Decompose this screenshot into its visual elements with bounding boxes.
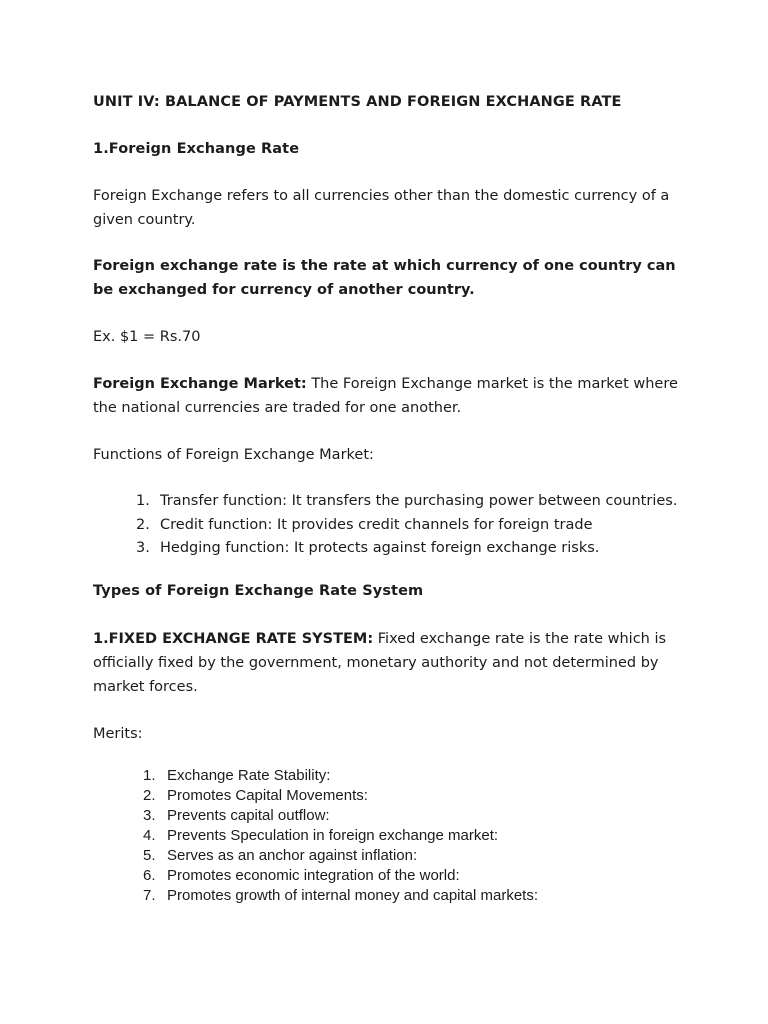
list-item-text: Credit function: It provides credit channels for foreign trade <box>160 516 593 533</box>
paragraph-rate-definition: Foreign exchange rate is the rate at which currency of one country can be exchanged for currency of another country. <box>93 258 676 298</box>
list-item-number: 6. <box>143 866 156 884</box>
list-item-text: Serves as an anchor against inflation: <box>167 846 418 864</box>
list-item-text: Promotes economic integration of the world: <box>167 866 460 884</box>
list-item-number: 1. <box>136 493 150 509</box>
list-item <box>93 886 683 906</box>
list-item-number: 5. <box>143 846 156 864</box>
types-heading: Types of Foreign Exchange Rate System <box>93 582 424 599</box>
list-item-text: Exchange Rate Stability: <box>167 766 331 784</box>
list-item <box>93 826 683 846</box>
market-label: Foreign Exchange Market: <box>93 376 307 392</box>
list-item-text: Prevents Speculation in foreign exchange market: <box>167 826 499 844</box>
merits-heading: Merits: <box>93 725 143 742</box>
list-item-number: 2. <box>143 786 156 804</box>
list-item <box>93 866 683 886</box>
list-item <box>93 766 683 786</box>
list-item-text: Promotes growth of internal money and capital markets: <box>167 886 539 904</box>
unit-title: UNIT IV: BALANCE OF PAYMENTS AND FOREIGN EXCHANGE RATE <box>93 94 622 110</box>
functions-list <box>93 490 683 561</box>
paragraph-fixed-exchange <box>93 627 683 699</box>
fixed-label: 1.FIXED EXCHANGE RATE SYSTEM: <box>93 630 374 647</box>
list-item <box>93 786 683 806</box>
list-item <box>93 846 683 866</box>
list-item-text: Promotes Capital Movements: <box>167 786 368 804</box>
list-item-number: 3. <box>143 806 156 824</box>
list-item <box>93 490 683 514</box>
list-item-number: 7. <box>143 886 156 904</box>
list-item-text: Transfer function: It transfers the purchasing power between countries. <box>160 493 678 509</box>
document-page <box>93 90 683 906</box>
list-item-number: 2. <box>136 516 150 533</box>
list-item <box>93 537 683 561</box>
functions-heading: Functions of Foreign Exchange Market: <box>93 447 374 463</box>
fixed-text: Fixed exchange rate is the rate which is officially fixed by the government, monetary authority and not determined by market forces. <box>93 630 667 695</box>
section-title: 1.Foreign Exchange Rate <box>93 141 300 157</box>
merits-list <box>93 766 683 906</box>
market-text: The Foreign Exchange market is the market where the national currencies are traded for one another. <box>93 376 678 416</box>
example-text: Ex. $1 = Rs.70 <box>93 329 201 345</box>
list-item-number: 1. <box>143 766 156 784</box>
list-item <box>93 514 683 538</box>
list-item <box>93 806 683 826</box>
paragraph-market <box>93 372 683 420</box>
paragraph-foreign-exchange: Foreign Exchange refers to all currencies other than the domestic currency of a given country. <box>93 188 670 228</box>
list-item-text: Hedging function: It protects against foreign exchange risks. <box>160 540 600 556</box>
list-item-text: Prevents capital outflow: <box>167 806 330 824</box>
list-item-number: 3. <box>136 540 150 556</box>
list-item-number: 4. <box>143 826 156 844</box>
